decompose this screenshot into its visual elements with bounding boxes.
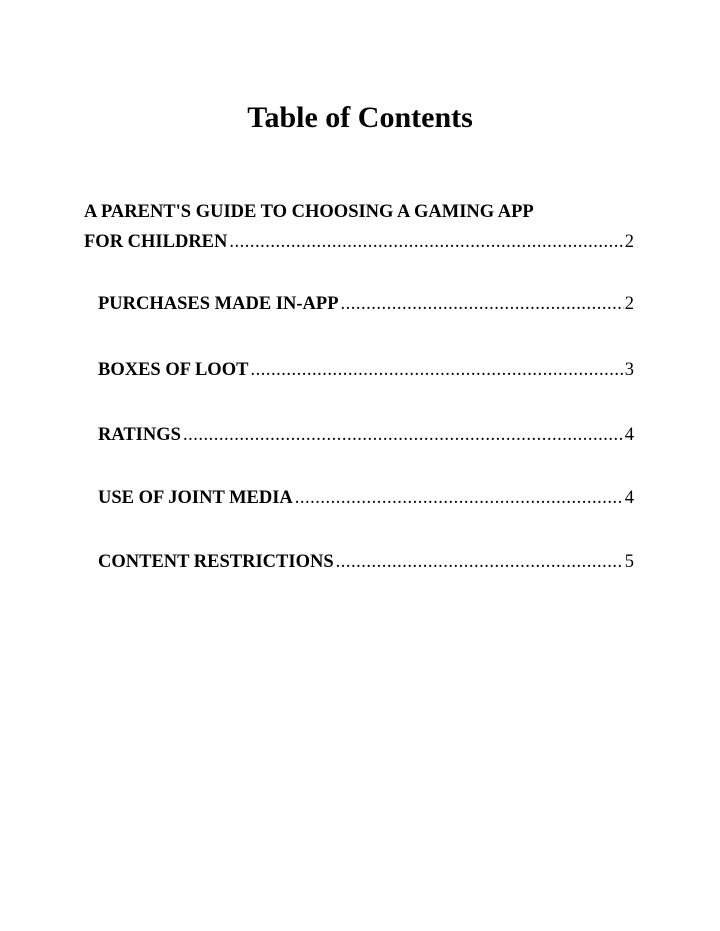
toc-page-number: 5	[624, 552, 634, 572]
toc-entry-joint-media[interactable]	[98, 483, 634, 513]
toc-entry-parents-guide[interactable]	[84, 197, 634, 257]
toc-entry-leader-line	[98, 547, 634, 577]
toc-entry-ratings[interactable]	[98, 420, 634, 450]
toc-entry-label: RATINGS	[98, 425, 181, 445]
toc-title: Table of Contents	[247, 101, 473, 134]
toc-page-number: 2	[624, 294, 634, 314]
toc-entry-leader-line	[84, 227, 634, 257]
toc-entry-leader-line	[98, 289, 634, 319]
toc-entry-heading-line: A PARENT'S GUIDE TO CHOOSING A GAMING APP	[84, 202, 534, 222]
toc-dot-leader	[229, 227, 623, 257]
toc-dot-leader	[341, 289, 624, 319]
toc-entry-purchases-in-app[interactable]	[98, 289, 634, 319]
toc-entry-leader-line	[98, 483, 634, 513]
toc-dot-leader	[250, 355, 623, 385]
toc-entry-leader-line	[98, 420, 634, 450]
toc-entry-content-restrictions[interactable]	[98, 547, 634, 577]
toc-entry-label: USE OF JOINT MEDIA	[98, 488, 293, 508]
toc-page-number: 3	[624, 360, 634, 380]
toc-entry-boxes-of-loot[interactable]	[98, 355, 634, 385]
toc-page-number: 4	[624, 425, 634, 445]
toc-entry-leader-line	[98, 355, 634, 385]
toc-entry-label: CONTENT RESTRICTIONS	[98, 552, 334, 572]
toc-dot-leader	[183, 420, 624, 450]
toc-entry-label: PURCHASES MADE IN-APP	[98, 294, 339, 314]
toc-dot-leader	[295, 483, 624, 513]
toc-entry-label: FOR CHILDREN	[84, 232, 228, 252]
toc-page-number: 4	[624, 488, 634, 508]
toc-dot-leader	[336, 547, 624, 577]
toc-page-number: 2	[624, 232, 634, 252]
toc-entry-label: BOXES OF LOOT	[98, 360, 249, 380]
